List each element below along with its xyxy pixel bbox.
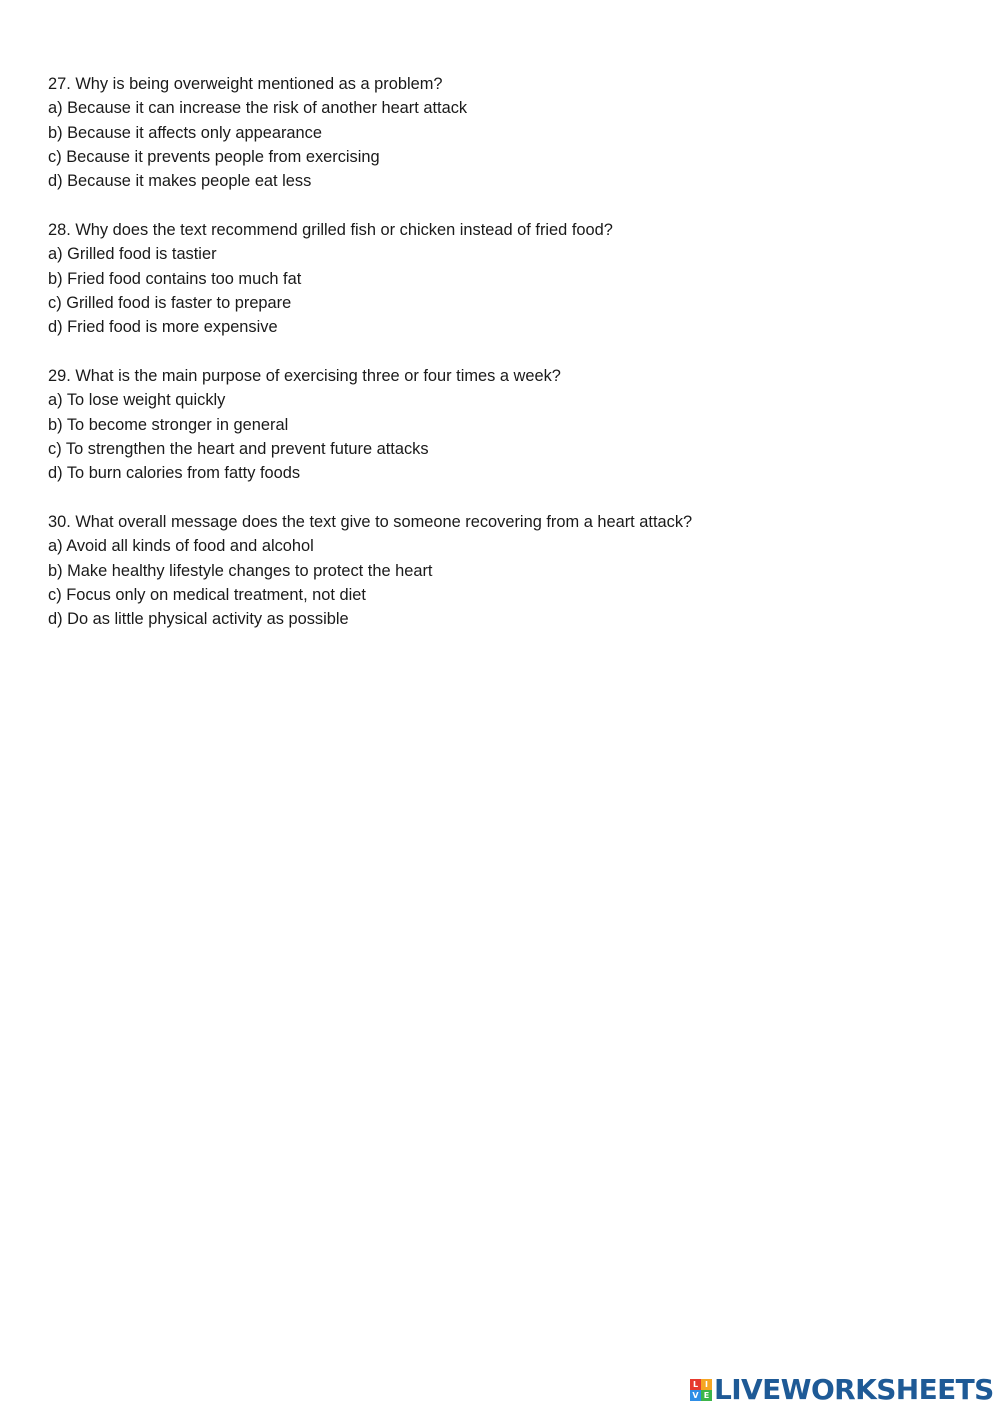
logo-letter-i: I bbox=[701, 1379, 712, 1390]
answer-option-c: c) Focus only on medical treatment, not diet bbox=[48, 585, 366, 604]
question-stem: 27. Why is being overweight mentioned as a problem? bbox=[48, 75, 443, 93]
logo-letter-v: V bbox=[690, 1390, 701, 1401]
question-stem: 29. What is the main purpose of exercising three or four times a week? bbox=[48, 366, 561, 385]
answer-option-c: c) Because it prevents people from exercising bbox=[48, 147, 380, 166]
answer-option-d: d) Fried food is more expensive bbox=[48, 318, 278, 337]
brand-wordmark: LIVEWORKSHEETS bbox=[714, 1373, 994, 1406]
answer-option-b: b) Fried food contains too much fat bbox=[48, 269, 302, 288]
answer-option-c: c) Grilled food is faster to prepare bbox=[48, 293, 292, 312]
liveworksheets-logo-icon bbox=[690, 1379, 712, 1401]
question-28 bbox=[48, 218, 948, 339]
answer-option-b: b) Make healthy lifestyle changes to protect the heart bbox=[48, 561, 433, 580]
answer-option-b: b) To become stronger in general bbox=[48, 415, 289, 434]
answer-option-d: d) To burn calories from fatty foods bbox=[48, 464, 301, 483]
logo-letter-l: L bbox=[690, 1379, 701, 1390]
question-stem: 30. What overall message does the text give to someone recovering from a heart attack? bbox=[48, 512, 693, 531]
answer-option-a: a) Avoid all kinds of food and alcohol bbox=[48, 537, 314, 556]
answer-option-a: a) To lose weight quickly bbox=[48, 391, 226, 410]
logo-letter-e: E bbox=[701, 1390, 712, 1401]
question-30 bbox=[48, 510, 948, 631]
answer-option-a: a) Grilled food is tastier bbox=[48, 245, 217, 264]
worksheet bbox=[48, 72, 948, 656]
answer-option-d: d) Do as little physical activity as possible bbox=[48, 610, 349, 629]
question-27 bbox=[48, 72, 948, 193]
answer-option-a: a) Because it can increase the risk of another heart attack bbox=[48, 99, 468, 118]
question-29 bbox=[48, 364, 948, 485]
answer-option-b: b) Because it affects only appearance bbox=[48, 123, 322, 142]
answer-option-d: d) Because it makes people eat less bbox=[48, 172, 312, 191]
liveworksheets-brand bbox=[690, 1373, 994, 1406]
question-stem: 28. Why does the text recommend grilled fish or chicken instead of fried food? bbox=[48, 220, 613, 239]
answer-option-c: c) To strengthen the heart and prevent future attacks bbox=[48, 439, 429, 458]
